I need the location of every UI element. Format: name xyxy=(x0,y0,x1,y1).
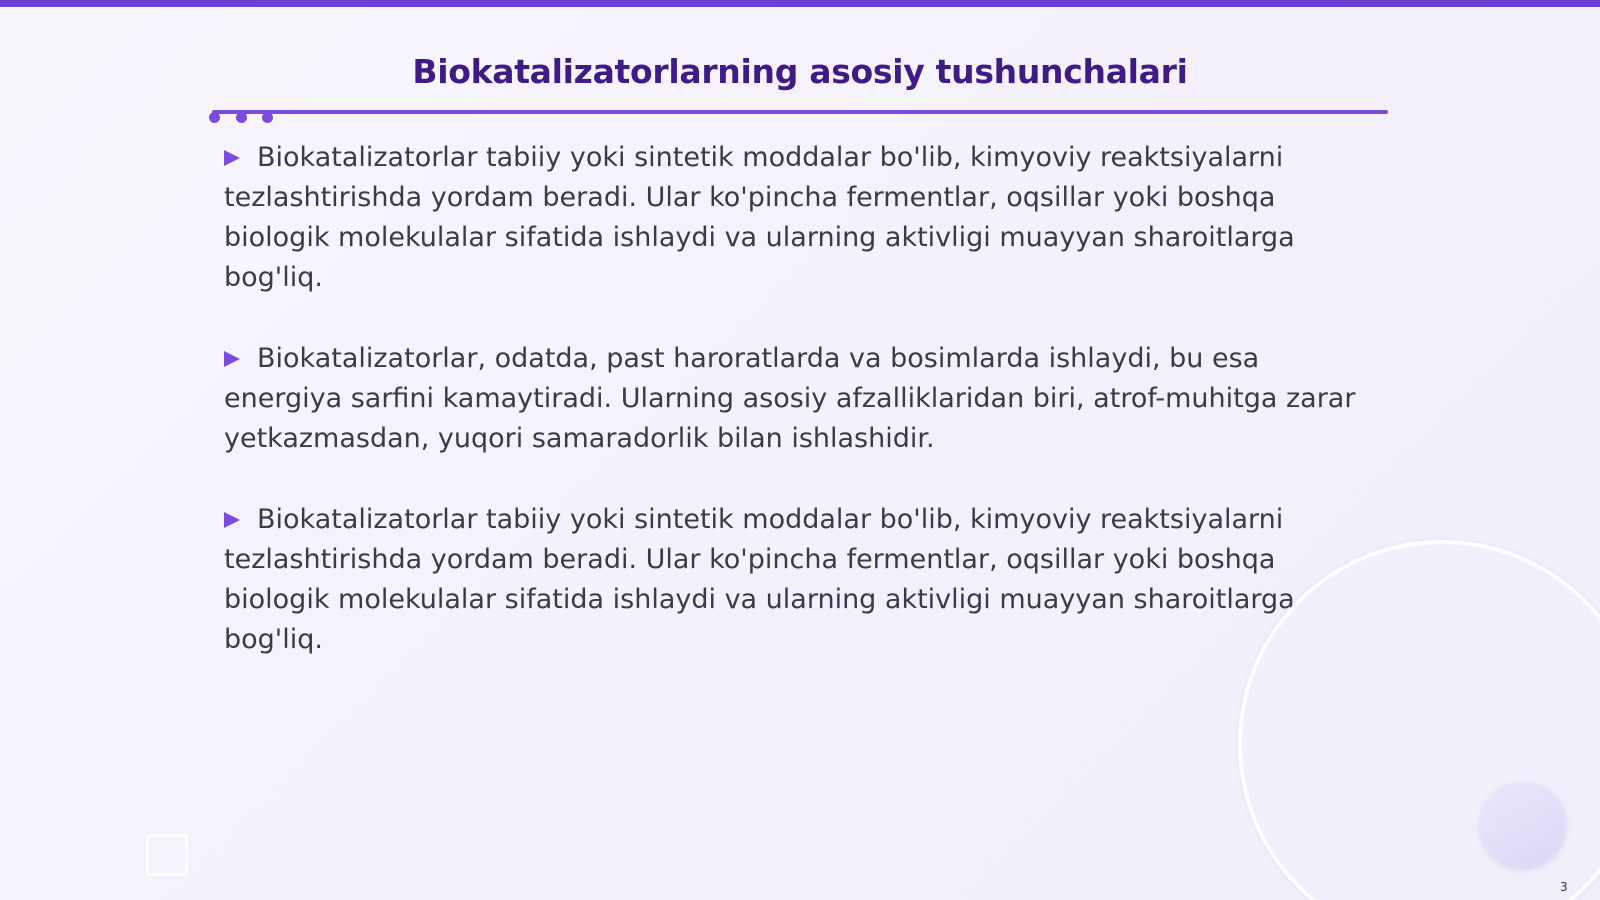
bullet-text: Biokatalizatorlar tabiiy yoki sintetik moddalar bo'lib, kimyoviy reaktsiyalarni tezlashtirishda yordam beradi. Ular ko'pincha fermentlar, oqsillar yoki boshqa biologik molekulalar sifatida ishlaydi va ularning aktivligi muayyan sharoitlarga bog'liq. xyxy=(224,504,1295,655)
triangle-bullet-icon xyxy=(224,150,240,166)
bullet-item xyxy=(224,339,1384,459)
bullet-text: Biokatalizatorlar, odatda, past haroratlarda va bosimlarda ishlaydi, bu esa energiya sarfini kamaytiradi. Ularning asosiy afzalliklaridan biri, atrof-muhitga zarar yetkazmasdan, yuqori samaradorlik bilan ishlashidir. xyxy=(224,343,1356,454)
slide-title: Biokatalizatorlarning asosiy tushunchalari xyxy=(412,52,1188,91)
page-number: 3 xyxy=(1560,880,1568,894)
title-underline xyxy=(212,110,1388,114)
decorative-square xyxy=(146,834,188,876)
triangle-bullet-icon xyxy=(224,351,240,367)
top-accent-bar xyxy=(0,0,1600,7)
underline-dot xyxy=(209,112,220,123)
triangle-bullet-icon xyxy=(224,512,240,528)
bullet-text: Biokatalizatorlar tabiiy yoki sintetik moddalar bo'lib, kimyoviy reaktsiyalarni tezlashtirishda yordam beradi. Ular ko'pincha fermentlar, oqsillar yoki boshqa biologik molekulalar sifatida ishlaydi va ularning aktivligi muayyan sharoitlarga bog'liq. xyxy=(224,142,1295,293)
bullet-item xyxy=(224,138,1384,298)
underline-dot xyxy=(236,112,247,123)
underline-dot xyxy=(262,112,273,123)
bullet-list xyxy=(224,138,1384,701)
bullet-item xyxy=(224,500,1384,660)
decorative-circle xyxy=(1480,782,1566,868)
